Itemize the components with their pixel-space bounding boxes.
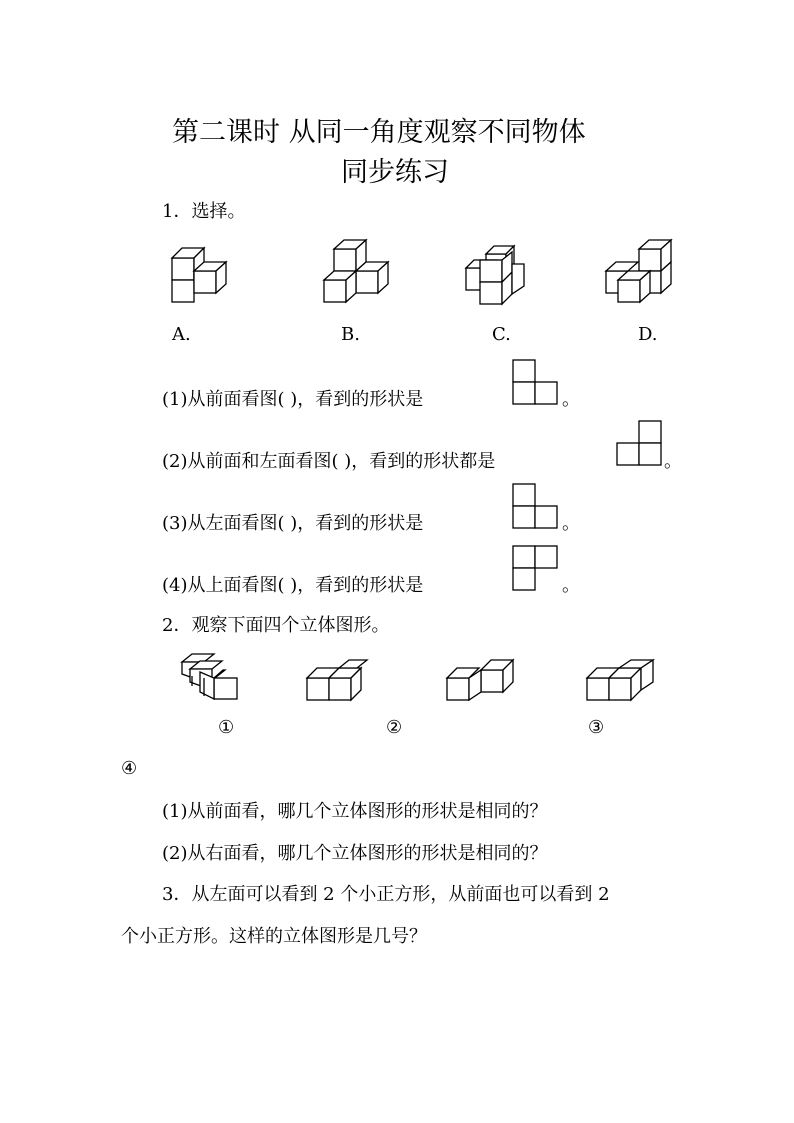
figure-a-cubes [172, 240, 242, 305]
page-subtitle: 同步练习 [341, 157, 449, 188]
q1-sub1-end: 。 [562, 389, 580, 410]
figure-label-4: ④ [121, 758, 138, 779]
q1-sub1-text: (1)从前面看图( )，看到的形状是 [162, 389, 424, 410]
page-title: 第二课时 从同一角度观察不同物体 [172, 117, 586, 148]
q2-sub2-text: (2)从右面看，哪几个立体图形的形状是相同的？ [162, 843, 548, 864]
q2-sub1-text: (1)从前面看，哪几个立体图形的形状是相同的？ [162, 801, 548, 822]
figure-3-cubes [447, 660, 522, 715]
option-d-label: D. [638, 324, 658, 345]
figure-label-2: ② [386, 717, 403, 738]
figure-c-cubes [466, 242, 536, 307]
q1-heading: 1．选择。 [162, 201, 246, 222]
figure-4-cubes [587, 660, 662, 715]
figure-d-cubes [606, 240, 676, 305]
figure-b-cubes [324, 240, 394, 305]
q1-sub3-end: 。 [562, 513, 580, 534]
q3-line1: 3．从左面可以看到 2 个小正方形，从前面也可以看到 2 [162, 884, 610, 905]
shape-l-front [513, 360, 563, 410]
shape-l-left [513, 484, 563, 534]
figure-2-cubes [307, 660, 377, 715]
figure-label-1: ① [218, 717, 235, 738]
q1-sub4-end: 。 [562, 575, 580, 596]
figure-1-cubes [180, 652, 250, 707]
q2-heading: 2．观察下面四个立体图形。 [162, 615, 390, 636]
q1-sub4-text: (4)从上面看图( )，看到的形状是 [162, 575, 424, 596]
q3-line2: 个小正方形。这样的立体图形是几号？ [121, 926, 427, 947]
shape-gamma-top [513, 546, 563, 596]
option-c-label: C. [492, 324, 511, 345]
shape-reverse-l [617, 421, 667, 471]
q1-sub2-text: (2)从前面和左面看图( )，看到的形状都是 [162, 451, 496, 472]
q1-sub2-end: 。 [664, 451, 682, 472]
option-b-label: B. [341, 324, 360, 345]
q1-sub3-text: (3)从左面看图( )，看到的形状是 [162, 513, 424, 534]
figure-label-3: ③ [588, 717, 605, 738]
option-a-label: A. [172, 324, 191, 345]
